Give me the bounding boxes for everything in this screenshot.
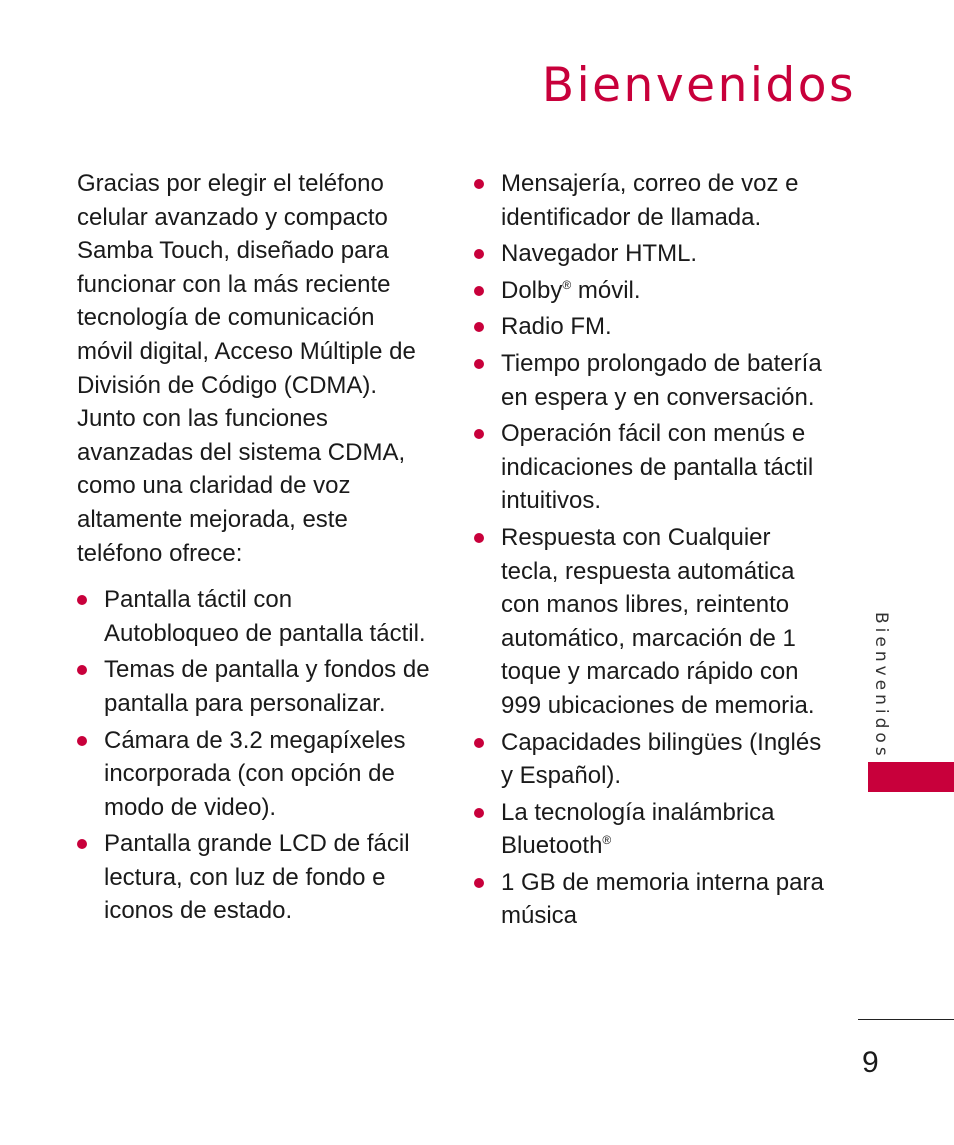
- list-item: Cámara de 3.2 megapíxeles incorporada (con opción de modo de video).: [77, 724, 432, 825]
- page-title: Bienvenidos: [541, 58, 856, 113]
- list-item: Pantalla táctil con Autobloqueo de pantalla táctil.: [77, 583, 432, 650]
- list-item: Dolby® móvil.: [474, 274, 834, 308]
- bullet-dot-icon: [77, 839, 87, 849]
- list-item: Pantalla grande LCD de fácil lectura, con luz de fondo e iconos de estado.: [77, 827, 432, 928]
- bullet-dot-icon: [474, 738, 484, 748]
- bullet-dot-icon: [77, 595, 87, 605]
- list-item: La tecnología inalámbrica Bluetooth®: [474, 796, 834, 863]
- section-tab-marker: [868, 762, 954, 792]
- bullet-dot-icon: [474, 179, 484, 189]
- bullet-dot-icon: [474, 429, 484, 439]
- section-side-label: Bienvenidos: [871, 612, 891, 760]
- bullet-dot-icon: [474, 878, 484, 888]
- list-item: Mensajería, correo de voz e identificador de llamada.: [474, 167, 834, 234]
- list-item: Respuesta con Cualquier tecla, respuesta automática con manos libres, reintento automático, marcación de 1 toque y marcado rápido con 999 ubicaciones de memoria.: [474, 521, 834, 723]
- list-item: Navegador HTML.: [474, 237, 834, 271]
- intro-paragraph: Gracias por elegir el teléfono celular avanzado y compacto Samba Touch, diseñado para funcionar con la más reciente tecnología de comunicación móvil digital, Acceso Múltiple de División de Código (CDMA). Junto con las funciones avanzadas del sistema CDMA, como una claridad de voz altamente mejorada, este teléfono ofrece:: [77, 170, 416, 567]
- list-item: Tiempo prolongado de batería en espera y en conversación.: [474, 347, 834, 414]
- bullet-dot-icon: [474, 533, 484, 543]
- list-item: Operación fácil con menús e indicaciones de pantalla táctil intuitivos.: [474, 417, 834, 518]
- right-column: [474, 167, 834, 936]
- list-item: Temas de pantalla y fondos de pantalla para personalizar.: [77, 653, 432, 720]
- footer-divider: [858, 1019, 954, 1020]
- list-item: Capacidades bilingües (Inglés y Español).: [474, 726, 834, 793]
- bullet-dot-icon: [77, 665, 87, 675]
- feature-list-right: [474, 167, 834, 933]
- registered-mark: ®: [602, 833, 612, 848]
- registered-mark: ®: [562, 277, 572, 292]
- left-column: [77, 167, 432, 931]
- bullet-dot-icon: [474, 808, 484, 818]
- bullet-dot-icon: [474, 322, 484, 332]
- bullet-dot-icon: [77, 736, 87, 746]
- bullet-dot-icon: [474, 359, 484, 369]
- bullet-dot-icon: [474, 249, 484, 259]
- bullet-dot-icon: [474, 286, 484, 296]
- feature-list-left: [77, 583, 432, 928]
- page-number: 9: [862, 1046, 879, 1079]
- list-item: Radio FM.: [474, 310, 834, 344]
- list-item: 1 GB de memoria interna para música: [474, 866, 834, 933]
